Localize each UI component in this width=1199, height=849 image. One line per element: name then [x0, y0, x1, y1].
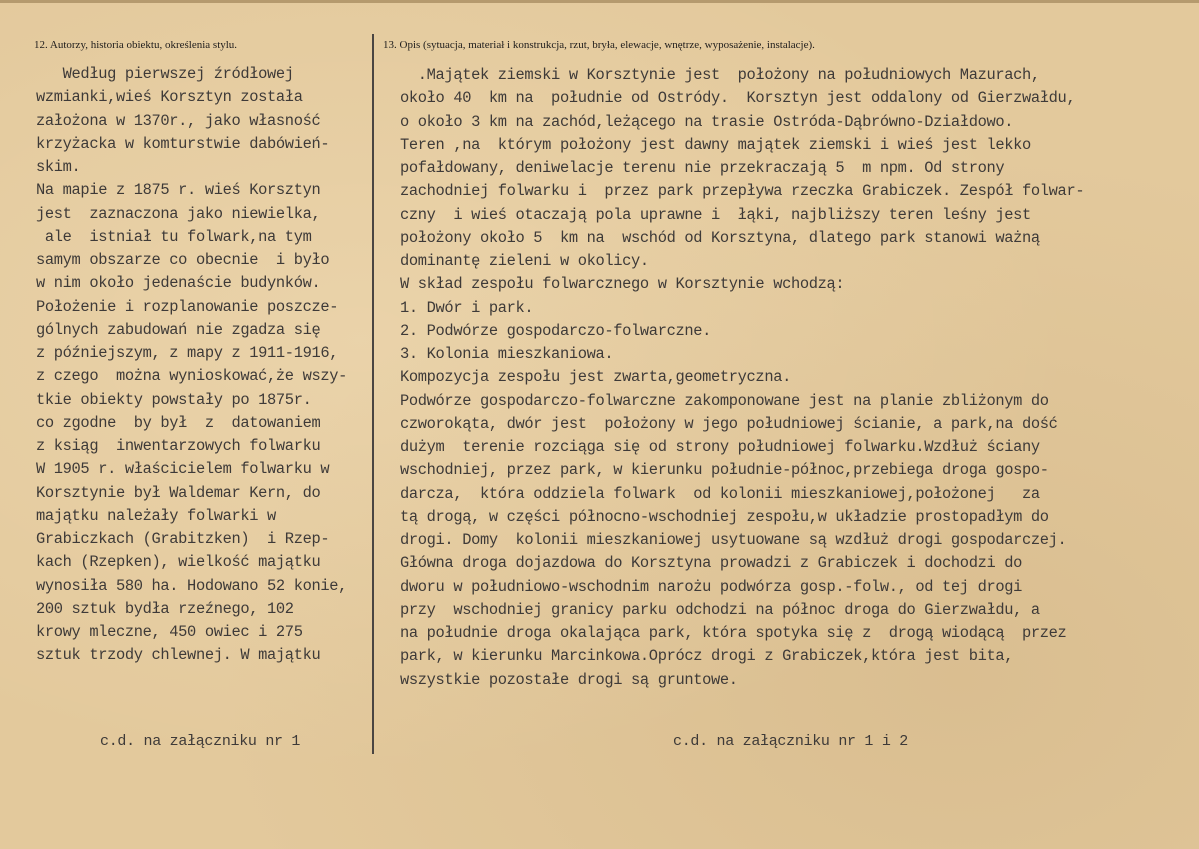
text-line: czworokąta, dwór jest położony w jego południowej ścianie, a park,na dość [400, 414, 1058, 433]
text-line: około 40 km na południe od Ostródy. Korsztyn jest oddalony od Gierzwałdu, [400, 89, 1076, 108]
text-line: z czego można wynioskować,że wszy- [36, 367, 348, 386]
description-continuation-note: c.d. na załączniku nr 1 i 2 [673, 733, 908, 750]
text-line: krowy mleczne, 450 owiec i 275 [36, 623, 303, 641]
text-line: W 1905 r. właścicielem folwarku w [36, 460, 330, 479]
text-line: z ksiąg inwentarzowych folwarku [36, 437, 321, 455]
description-text-column [400, 64, 1084, 692]
text-line: Według pierwszej źródłowej [36, 65, 294, 83]
history-text-column [36, 63, 347, 668]
text-line: gólnych zabudowań nie zgadza się [36, 320, 321, 339]
text-line: co zgodne by był z datowaniem [36, 413, 321, 432]
text-line: Położenie i rozplanowanie poszcze- [36, 297, 339, 316]
text-line: założona w 1370r., jako własność [36, 111, 321, 130]
text-line: tkie obiekty powstały po 1875r. [36, 390, 312, 409]
text-line: dominantę zieleni w okolicy. [400, 252, 649, 270]
text-line: darcza, która oddziela folwark od kolonii mieszkaniowej,położonej za [400, 484, 1040, 503]
text-line: z późniejszym, z mapy z 1911-1916, [36, 344, 339, 362]
text-line: kach (Rzepken), wielkość majątku [36, 553, 321, 572]
text-line: Teren ,na którym położony jest dawny majątek ziemski i wieś jest lekko [400, 135, 1031, 154]
text-line: 2. Podwórze gospodarczo-folwarczne. [400, 321, 712, 340]
text-line: majątku należały folwarki w [36, 506, 276, 525]
text-line: dworu w południowo-wschodnim narożu podwórza gosp.-folw., od tej drogi [400, 577, 1023, 596]
text-line: ale istniał tu folwark,na tym [36, 227, 312, 246]
text-line: drogi. Domy kolonii mieszkaniowej usytuowane są wzdłuż drogi gospodarczej. [400, 531, 1067, 549]
column-divider [372, 34, 374, 754]
text-line: o około 3 km na zachód,leżącego na trasie Ostróda-Dąbrówno-Działdowo. [400, 112, 1014, 131]
text-line: wschodniej, przez park, w kierunku południe-północ,przebiega droga gospo- [400, 461, 1049, 480]
sheet-top-edge [0, 0, 1199, 3]
text-line: w nim około jedenaście budynków. [36, 274, 321, 293]
text-line: Grabiczkach (Grabitzken) i Rzep- [36, 530, 330, 548]
text-line: samym obszarze co obecnie i było [36, 251, 330, 269]
text-line: jest zaznaczona jako niewielka, [36, 204, 321, 223]
text-line: pofałdowany, deniwelacje terenu nie przekraczają 5 m npm. Od strony [400, 159, 1005, 177]
text-line: czny i wieś otaczają pola uprawne i łąki, najbliższy teren leśny jest [400, 205, 1031, 224]
text-line: W skład zespołu folwarcznego w Korsztynie wchodzą: [400, 275, 845, 294]
text-line: wszystkie pozostałe drogi są gruntowe. [400, 670, 738, 689]
text-line: przy wschodniej granicy parku odchodzi na północ droga do Gierzwałdu, a [400, 600, 1040, 619]
history-continuation-note: c.d. na załączniku nr 1 [100, 733, 301, 750]
text-line: 1. Dwór i park. [400, 298, 534, 317]
text-line: 3. Kolonia mieszkaniowa. [400, 345, 614, 363]
text-line: zachodniej folwarku i przez park przepływa rzeczka Grabiczek. Zespół folwar- [400, 182, 1085, 201]
text-line: wzmianki,wieś Korsztyn została [36, 88, 303, 107]
text-line: Główna droga dojazdowa do Korsztyna prowadzi z Grabiczek i dochodzi do [400, 554, 1023, 573]
text-line: dużym terenie rozciąga się od strony południowej folwarku.Wzdłuż ściany [400, 438, 1040, 456]
text-line: skim. [36, 158, 81, 176]
text-line: park, w kierunku Marcinkowa.Oprócz drogi z Grabiczek,która jest bita, [400, 647, 1014, 666]
text-line: tą drogą, w części północno-wschodniej zespołu,w układzie prostopadłym do [400, 507, 1049, 526]
text-line: krzyżacka w komturstwie dabówień- [36, 134, 330, 153]
section-13-heading: 13. Opis (sytuacja, materiał i konstrukcja, rzut, bryła, elewacje, wnętrze, wyposażenie, instalacje). [383, 39, 815, 51]
text-line: Korsztynie był Waldemar Kern, do [36, 483, 321, 502]
text-line: wynosiła 580 ha. Hodowano 52 konie, [36, 576, 348, 595]
text-line: Podwórze gospodarczo-folwarczne zakomponowane jest na planie zbliżonym do [400, 391, 1049, 410]
text-line: 200 sztuk bydła rzeźnego, 102 [36, 599, 294, 618]
text-line: na południe droga okalająca park, która spotyka się z drogą wiodącą przez [400, 624, 1067, 642]
text-line: Kompozycja zespołu jest zwarta,geometryczna. [400, 368, 791, 387]
text-line: Na mapie z 1875 r. wieś Korsztyn [36, 181, 321, 200]
text-line: sztuk trzody chlewnej. W majątku [36, 646, 321, 665]
text-line: położony około 5 km na wschód od Korsztyna, dlatego park stanowi ważną [400, 228, 1040, 247]
text-line: .Majątek ziemski w Korsztynie jest położony na południowych Mazurach, [400, 66, 1040, 84]
section-12-heading: 12. Autorzy, historia obiektu, określenia stylu. [34, 39, 238, 51]
